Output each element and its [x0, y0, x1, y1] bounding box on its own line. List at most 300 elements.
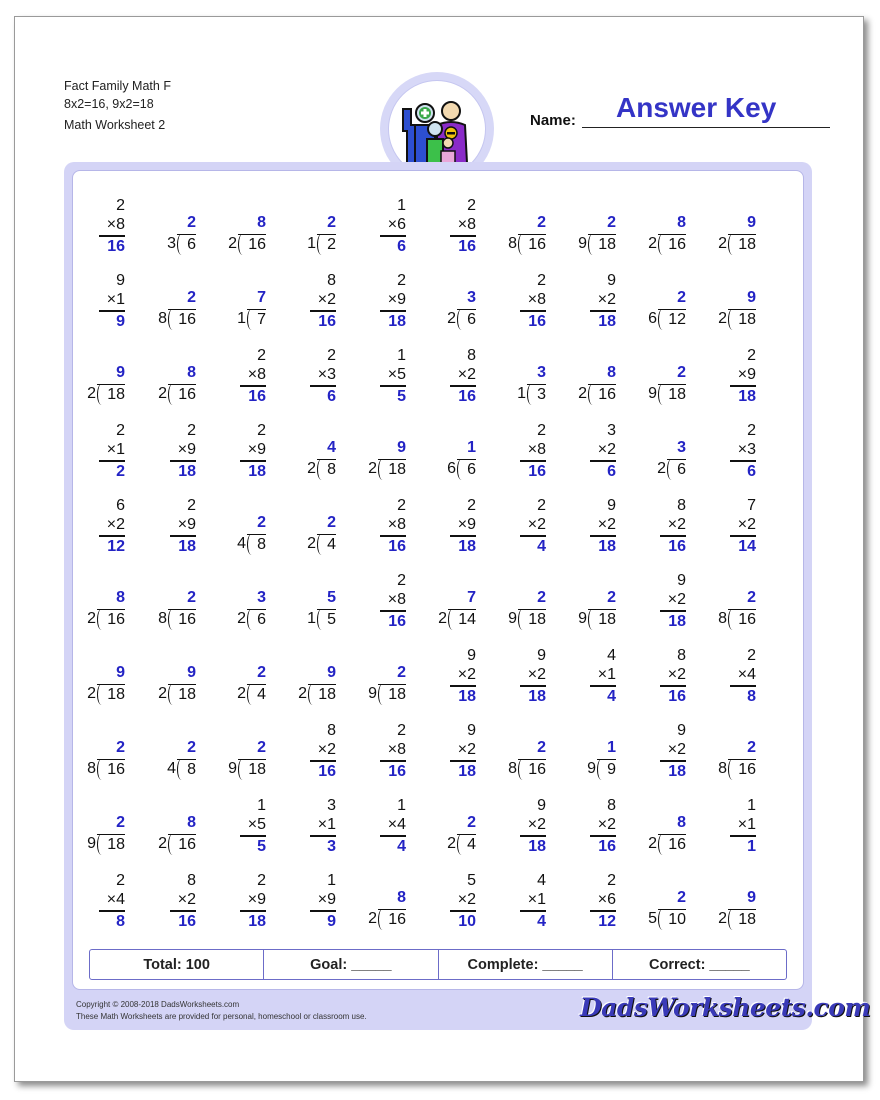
answer: 18: [738, 388, 756, 405]
multiplication-problem: [422, 497, 476, 567]
worksheet-title: Fact Family Math F: [64, 79, 171, 93]
multiplicand: 1: [747, 797, 756, 814]
answer: 2: [116, 814, 125, 831]
multiplicand: 1: [327, 872, 336, 889]
division-paren: [728, 234, 734, 255]
multiplication-problem: [492, 422, 546, 492]
answer: 3: [537, 364, 546, 381]
problem-rule: [730, 685, 756, 687]
division-paren: [97, 384, 103, 405]
division-paren: [168, 834, 174, 855]
division-bracket: [247, 684, 266, 705]
division-paren: [317, 534, 323, 555]
multiplication-problem: [702, 347, 756, 417]
divisor: 2: [307, 535, 316, 552]
division-bracket: [308, 684, 336, 705]
division-problem: [352, 422, 406, 492]
division-paren: [177, 759, 183, 780]
answer: 3: [677, 439, 686, 456]
division-bracket: [728, 609, 756, 630]
problem-rule: [590, 535, 616, 537]
division-problem: [212, 572, 266, 642]
multiplicand: 8: [677, 497, 686, 514]
divisor: 4: [237, 535, 246, 552]
multiplier: ×2: [457, 741, 476, 758]
problem-rule: [590, 685, 616, 687]
division-problem: [282, 572, 336, 642]
multiplication-problem: [352, 272, 406, 342]
division-problem: [142, 797, 196, 867]
divisor: 2: [87, 685, 96, 702]
dividend: 18: [318, 686, 336, 703]
multiplicand: 5: [467, 872, 476, 889]
divisor: 2: [368, 460, 377, 477]
multiplicand: 2: [187, 422, 196, 439]
answer: 18: [248, 463, 266, 480]
divisor: 1: [237, 310, 246, 327]
division-problem: [142, 272, 196, 342]
answer-key-label: Answer Key: [616, 92, 777, 123]
division-bracket: [317, 234, 336, 255]
division-problem: [282, 497, 336, 567]
division-problem: [702, 572, 756, 642]
division-paren: [247, 309, 253, 330]
divisor: 2: [87, 385, 96, 402]
multiplier: ×4: [737, 666, 756, 683]
answer: 2: [397, 664, 406, 681]
problem-rule: [380, 310, 406, 312]
problem-rule: [380, 235, 406, 237]
division-problem: [632, 797, 686, 867]
multiplicand: 1: [257, 797, 266, 814]
answer: 8: [116, 913, 125, 930]
division-problem: [212, 272, 266, 342]
answer: 8: [257, 214, 266, 231]
division-paren: [308, 684, 314, 705]
division-paren: [378, 909, 384, 930]
answer: 9: [747, 214, 756, 231]
dividend: 18: [388, 461, 406, 478]
multiplier: ×2: [106, 516, 125, 533]
multiplicand: 1: [397, 347, 406, 364]
division-bracket: [378, 459, 406, 480]
multiplicand: 2: [397, 272, 406, 289]
division-problem: [212, 722, 266, 792]
dividend: 18: [668, 386, 686, 403]
answer: 18: [178, 538, 196, 555]
multiplicand: 2: [747, 347, 756, 364]
problem-rule: [240, 460, 266, 462]
division-bracket: [168, 834, 196, 855]
multiplicand: 1: [397, 197, 406, 214]
division-problem: [562, 347, 616, 417]
division-bracket: [247, 609, 266, 630]
problem-rule: [380, 535, 406, 537]
multiplication-problem: [212, 347, 266, 417]
dividend: 18: [738, 911, 756, 928]
answer: 2: [257, 514, 266, 531]
division-problem: [422, 422, 476, 492]
division-paren: [728, 609, 734, 630]
division-paren: [518, 609, 524, 630]
answer: 9: [327, 664, 336, 681]
answer: 2: [677, 289, 686, 306]
divisor: 5: [648, 910, 657, 927]
divisor: 2: [648, 835, 657, 852]
worksheet-subtitle: Math Worksheet 2: [64, 118, 166, 132]
divisor: 2: [298, 685, 307, 702]
division-paren: [597, 759, 603, 780]
division-paren: [658, 384, 664, 405]
multiplier: ×8: [247, 366, 266, 383]
problem-rule: [590, 910, 616, 912]
division-bracket: [97, 834, 125, 855]
answer: 18: [178, 463, 196, 480]
answer: 16: [598, 838, 616, 855]
answer: 3: [327, 838, 336, 855]
multiplicand: 4: [537, 872, 546, 889]
divisor: 8: [718, 610, 727, 627]
division-bracket: [247, 534, 266, 555]
division-bracket: [448, 609, 476, 630]
multiplier: ×9: [457, 516, 476, 533]
division-bracket: [378, 909, 406, 930]
multiplicand: 2: [116, 872, 125, 889]
division-paren: [588, 234, 594, 255]
multiplication-problem: [71, 197, 125, 267]
multiplicand: 2: [257, 422, 266, 439]
dividend: 16: [598, 386, 616, 403]
problem-rule: [310, 910, 336, 912]
divisor: 1: [307, 610, 316, 627]
dividend: 6: [467, 461, 476, 478]
answer: 3: [257, 589, 266, 606]
multiplication-problem: [282, 872, 336, 942]
answer: 6: [397, 238, 406, 255]
answer: 16: [458, 388, 476, 405]
multiplier: ×2: [177, 891, 196, 908]
problem-rule: [730, 460, 756, 462]
multiplier: ×2: [457, 891, 476, 908]
dividend: 6: [467, 311, 476, 328]
division-paren: [97, 834, 103, 855]
divisor: 9: [508, 610, 517, 627]
multiplication-problem: [562, 422, 616, 492]
multiplicand: 9: [537, 797, 546, 814]
division-problem: [212, 647, 266, 717]
divisor: 8: [158, 610, 167, 627]
division-paren: [317, 609, 323, 630]
multiplication-problem: [71, 872, 125, 942]
division-bracket: [588, 384, 616, 405]
multiplier: ×2: [597, 516, 616, 533]
dividend: 16: [388, 911, 406, 928]
division-paren: [177, 234, 183, 255]
answer: 1: [607, 739, 616, 756]
answer: 16: [318, 313, 336, 330]
problem-rule: [380, 610, 406, 612]
problem-rule: [520, 835, 546, 837]
division-bracket: [317, 459, 336, 480]
multiplicand: 2: [327, 347, 336, 364]
dividend: 16: [668, 836, 686, 853]
answer: 18: [598, 538, 616, 555]
division-paren: [658, 909, 664, 930]
divisor: 2: [718, 235, 727, 252]
multiplication-problem: [422, 647, 476, 717]
problem-rule: [520, 685, 546, 687]
multiplier: ×9: [317, 891, 336, 908]
division-problem: [702, 272, 756, 342]
divisor: 9: [87, 835, 96, 852]
division-paren: [168, 309, 174, 330]
answer: 2: [537, 214, 546, 231]
dividend: 18: [598, 236, 616, 253]
answer: 6: [607, 463, 616, 480]
multiplication-problem: [632, 647, 686, 717]
dividend: 2: [327, 236, 336, 253]
answer: 4: [537, 913, 546, 930]
divisor: 2: [368, 910, 377, 927]
answer: 18: [248, 913, 266, 930]
division-paren: [728, 909, 734, 930]
division-problem: [702, 197, 756, 267]
answer: 8: [187, 814, 196, 831]
divisor: 2: [657, 460, 666, 477]
multiplicand: 9: [677, 572, 686, 589]
division-bracket: [378, 684, 406, 705]
answer: 8: [747, 688, 756, 705]
dividend: 6: [187, 236, 196, 253]
division-paren: [168, 609, 174, 630]
dividend: 14: [458, 611, 476, 628]
multiplier: ×8: [387, 516, 406, 533]
divisor: 3: [167, 235, 176, 252]
multiplier: ×2: [527, 816, 546, 833]
answer: 2: [537, 589, 546, 606]
answer: 9: [116, 664, 125, 681]
multiplicand: 8: [607, 797, 616, 814]
answer: 5: [397, 388, 406, 405]
multiplicand: 4: [607, 647, 616, 664]
divisor: 9: [578, 235, 587, 252]
division-paren: [247, 534, 253, 555]
multiplicand: 2: [116, 197, 125, 214]
answer: 18: [668, 613, 686, 630]
answer: 18: [458, 538, 476, 555]
answer: 9: [187, 664, 196, 681]
answer: 9: [747, 289, 756, 306]
division-problem: [422, 272, 476, 342]
division-problem: [492, 347, 546, 417]
division-problem: [212, 497, 266, 567]
divisor: 6: [648, 310, 657, 327]
answer: 18: [598, 313, 616, 330]
division-bracket: [658, 309, 686, 330]
divisor: 2: [578, 385, 587, 402]
problem-rule: [660, 760, 686, 762]
multiplier: ×2: [317, 741, 336, 758]
problem-rule: [240, 385, 266, 387]
footer-text: [76, 999, 367, 1023]
divisor: 2: [307, 460, 316, 477]
division-bracket: [177, 234, 196, 255]
score-correct: Correct: _____: [649, 956, 750, 973]
multiplication-problem: [282, 797, 336, 867]
multiplier: ×9: [247, 441, 266, 458]
problem-rule: [450, 385, 476, 387]
problem-rule: [380, 760, 406, 762]
divisor: 9: [368, 685, 377, 702]
answer: 18: [458, 688, 476, 705]
answer: 9: [397, 439, 406, 456]
divisor: 4: [167, 760, 176, 777]
division-paren: [448, 609, 454, 630]
answer: 16: [388, 613, 406, 630]
answer: 4: [327, 439, 336, 456]
answer: 2: [747, 589, 756, 606]
division-paren: [588, 384, 594, 405]
answer: 16: [668, 538, 686, 555]
multiplication-problem: [562, 647, 616, 717]
dividend: 16: [668, 236, 686, 253]
division-bracket: [728, 909, 756, 930]
divisor: 2: [438, 610, 447, 627]
divisor: 9: [578, 610, 587, 627]
divisor: 9: [648, 385, 657, 402]
division-bracket: [168, 609, 196, 630]
division-paren: [518, 759, 524, 780]
problem-rule: [590, 835, 616, 837]
problem-rule: [380, 835, 406, 837]
multiplication-problem: [562, 872, 616, 942]
dividend: 4: [257, 686, 266, 703]
dividend: 18: [107, 386, 125, 403]
multiplier: ×3: [737, 441, 756, 458]
divisor: 9: [587, 760, 596, 777]
usage-notice: These Math Worksheets are provided for personal, homeschool or classroom use.: [76, 1012, 367, 1021]
multiplicand: 2: [607, 872, 616, 889]
problem-rule: [99, 460, 125, 462]
dividend: 18: [528, 611, 546, 628]
multiplier: ×2: [317, 291, 336, 308]
multiplication-problem: [702, 497, 756, 567]
multiplicand: 9: [677, 722, 686, 739]
multiplication-problem: [352, 572, 406, 642]
division-bracket: [97, 384, 125, 405]
multiplier: ×1: [106, 291, 125, 308]
answer: 16: [528, 463, 546, 480]
multiplication-problem: [71, 422, 125, 492]
answer: 4: [607, 688, 616, 705]
multiplicand: 2: [747, 647, 756, 664]
multiplier: ×2: [667, 666, 686, 683]
dividend: 18: [107, 836, 125, 853]
multiplication-problem: [212, 422, 266, 492]
dividend: 5: [327, 611, 336, 628]
answer: 8: [397, 889, 406, 906]
divisor: 2: [718, 310, 727, 327]
name-line: [582, 127, 830, 128]
answer: 2: [607, 214, 616, 231]
problem-rule: [450, 760, 476, 762]
division-problem: [352, 872, 406, 942]
multiplicand: 2: [257, 347, 266, 364]
division-paren: [168, 684, 174, 705]
answer: 2: [187, 739, 196, 756]
multiplication-problem: [352, 347, 406, 417]
division-bracket: [527, 384, 546, 405]
multiplicand: 2: [257, 872, 266, 889]
dividend: 18: [388, 686, 406, 703]
problem-rule: [170, 460, 196, 462]
division-problem: [142, 572, 196, 642]
answer: 2: [257, 739, 266, 756]
division-paren: [527, 384, 533, 405]
dividend: 16: [528, 236, 546, 253]
multiplication-problem: [562, 272, 616, 342]
multiplication-problem: [702, 647, 756, 717]
division-bracket: [97, 609, 125, 630]
multiplicand: 2: [116, 422, 125, 439]
divisor: 8: [508, 235, 517, 252]
multiplicand: 8: [327, 722, 336, 739]
problem-rule: [520, 460, 546, 462]
problem-rule: [660, 685, 686, 687]
division-bracket: [518, 234, 546, 255]
division-problem: [422, 797, 476, 867]
problem-rule: [520, 535, 546, 537]
division-bracket: [658, 234, 686, 255]
divisor: 2: [447, 835, 456, 852]
multiplier: ×2: [457, 366, 476, 383]
answer: 10: [458, 913, 476, 930]
multiplication-problem: [422, 197, 476, 267]
answer: 1: [747, 838, 756, 855]
score-complete: Complete: _____: [439, 950, 613, 979]
multiplicand: 2: [747, 422, 756, 439]
divisor: 6: [447, 460, 456, 477]
division-paren: [457, 834, 463, 855]
answer: 2: [537, 739, 546, 756]
score-total: Total: 100: [90, 950, 264, 979]
dividend: 16: [738, 611, 756, 628]
score-goal: Goal: _____: [264, 950, 438, 979]
multiplicand: 8: [677, 647, 686, 664]
multiplication-problem: [142, 497, 196, 567]
division-bracket: [728, 759, 756, 780]
answer: 18: [458, 763, 476, 780]
divisor: 2: [648, 235, 657, 252]
division-paren: [658, 234, 664, 255]
division-paren: [97, 609, 103, 630]
answer: 16: [248, 388, 266, 405]
multiplier: ×9: [387, 291, 406, 308]
problem-rule: [240, 910, 266, 912]
division-problem: [282, 197, 336, 267]
answer: 2: [677, 364, 686, 381]
division-bracket: [97, 684, 125, 705]
answer: 9: [116, 313, 125, 330]
multiplication-problem: [212, 872, 266, 942]
score-box: [89, 949, 787, 980]
answer: 4: [397, 838, 406, 855]
divisor: 2: [237, 610, 246, 627]
problem-rule: [310, 835, 336, 837]
dividend: 16: [248, 236, 266, 253]
multiplication-problem: [632, 722, 686, 792]
division-paren: [317, 459, 323, 480]
